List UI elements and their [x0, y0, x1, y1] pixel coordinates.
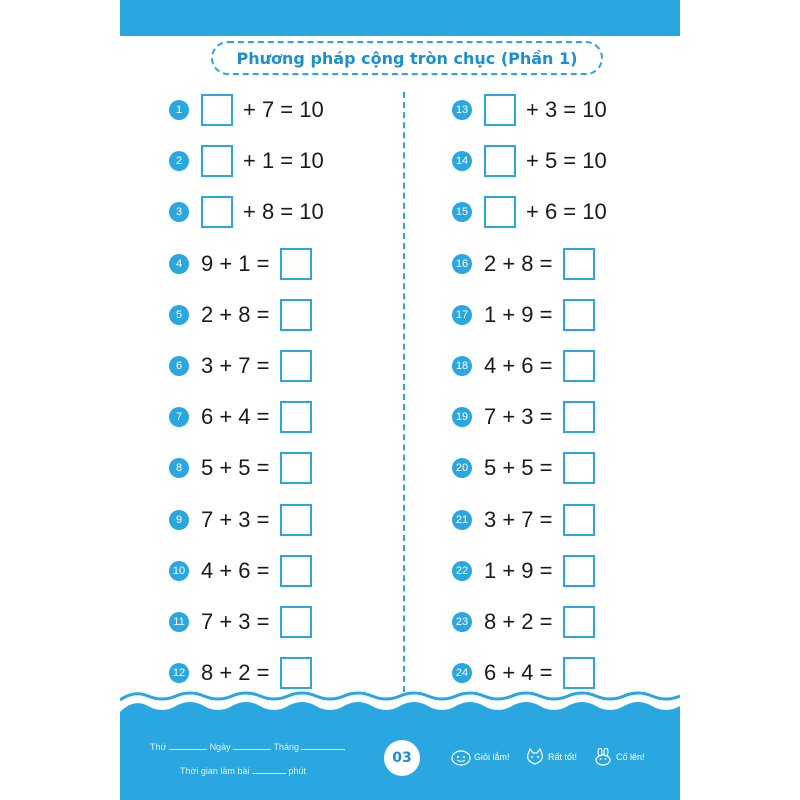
praise-label: Cố lên!: [616, 752, 645, 762]
problem-number-badge: 6: [169, 356, 189, 376]
problem-number-badge: 24: [452, 663, 472, 683]
problem-row: [452, 93, 607, 127]
answer-box[interactable]: [280, 401, 312, 433]
problem-row: [169, 554, 312, 588]
date-blank[interactable]: [233, 741, 271, 750]
answer-box[interactable]: [563, 401, 595, 433]
day-blank[interactable]: [169, 741, 207, 750]
problem-number-badge: 14: [452, 151, 472, 171]
problem-number-badge: 1: [169, 100, 189, 120]
problem-expression: 3 + 7 =: [201, 353, 270, 378]
problem-number-badge: 12: [169, 663, 189, 683]
problem-number-badge: 23: [452, 612, 472, 632]
title-box: [211, 41, 603, 75]
problem-expression: + 3 = 10: [526, 97, 607, 122]
problem-expression: 3 + 7 =: [484, 506, 553, 532]
problem-expression: 4 + 6 =: [484, 353, 553, 378]
problem-number-badge: 10: [169, 561, 189, 581]
answer-box[interactable]: [563, 350, 595, 382]
bunny-face-icon: [592, 748, 614, 766]
problem-row: [452, 503, 595, 537]
problem-row: [452, 349, 595, 383]
answer-box[interactable]: [280, 555, 312, 587]
problem-row: [169, 247, 312, 281]
problem-expression: + 6 = 10: [526, 199, 607, 225]
time-label: Thời gian làm bài: [180, 766, 250, 776]
answer-box[interactable]: [280, 657, 312, 689]
answer-box[interactable]: [563, 299, 595, 331]
date-label: Ngày: [209, 742, 231, 752]
problem-row: [452, 656, 595, 690]
page-number: 03: [384, 740, 420, 776]
praise-rat-tot: [524, 748, 577, 766]
problem-row: [169, 656, 312, 690]
problem-row: [452, 605, 595, 639]
answer-box[interactable]: [484, 94, 516, 126]
problem-number-badge: 13: [452, 100, 472, 120]
answer-box[interactable]: [280, 248, 312, 280]
problem-number-badge: 16: [452, 254, 472, 274]
praise-label: Rất tốt!: [548, 752, 578, 762]
problem-row: [169, 93, 324, 127]
problem-row: [452, 144, 607, 178]
problem-number-badge: 2: [169, 151, 189, 171]
problem-expression: 4 + 6 =: [201, 557, 270, 583]
answer-box[interactable]: [280, 299, 312, 331]
answer-box[interactable]: [280, 504, 312, 536]
problem-row: [452, 554, 595, 588]
problem-number-badge: 9: [169, 510, 189, 530]
time-blank[interactable]: [252, 765, 286, 774]
problem-number-badge: 20: [452, 458, 472, 478]
problem-expression: + 7 = 10: [243, 97, 324, 122]
problem-expression: 2 + 8 =: [201, 301, 270, 327]
answer-box[interactable]: [563, 248, 595, 280]
date-line: [150, 741, 345, 752]
page-title: Phương pháp cộng tròn chục (Phần 1): [236, 48, 578, 68]
problem-expression: + 8 = 10: [243, 199, 324, 225]
problem-expression: 9 + 1 =: [201, 250, 270, 276]
column-divider: [403, 92, 405, 692]
answer-box[interactable]: [484, 145, 516, 177]
answer-box[interactable]: [280, 606, 312, 638]
problem-number-badge: 15: [452, 202, 472, 222]
month-label: Tháng: [273, 742, 299, 752]
problem-number-badge: 18: [452, 356, 472, 376]
day-label: Thứ: [150, 742, 167, 752]
answer-box[interactable]: [563, 504, 595, 536]
month-blank[interactable]: [301, 741, 345, 750]
answer-box[interactable]: [563, 555, 595, 587]
time-line: [180, 765, 306, 776]
problem-row: [169, 605, 312, 639]
problem-number-badge: 22: [452, 561, 472, 581]
problem-expression: 7 + 3 =: [484, 404, 553, 430]
worksheet-page: [120, 0, 680, 800]
problem-expression: 8 + 2 =: [201, 660, 270, 686]
answer-box[interactable]: [280, 350, 312, 382]
problem-row: [169, 195, 324, 229]
problem-expression: 8 + 2 =: [484, 609, 553, 634]
problem-expression: 1 + 9 =: [484, 301, 553, 327]
problem-row: [169, 451, 312, 485]
answer-box[interactable]: [201, 94, 233, 126]
problem-expression: 6 + 4 =: [484, 660, 553, 686]
problem-row: [169, 144, 324, 178]
problem-row: [452, 195, 607, 229]
problem-number-badge: 11: [169, 612, 189, 632]
problem-number-badge: 19: [452, 407, 472, 427]
answer-box[interactable]: [201, 196, 233, 228]
problem-expression: 5 + 5 =: [484, 455, 553, 481]
top-band: [120, 0, 680, 36]
praise-co-len: [592, 748, 645, 766]
problem-row: [452, 247, 595, 281]
problem-row: [169, 298, 312, 332]
minute-label: phút: [288, 766, 306, 776]
answer-box[interactable]: [280, 452, 312, 484]
problem-number-badge: 4: [169, 254, 189, 274]
problem-expression: 1 + 9 =: [484, 557, 553, 583]
praise-label: Giỏi lắm!: [474, 752, 510, 762]
problem-expression: 7 + 3 =: [201, 609, 270, 634]
problem-row: [452, 298, 595, 332]
problem-expression: 7 + 3 =: [201, 506, 270, 532]
problem-expression: + 1 = 10: [243, 148, 324, 174]
answer-box[interactable]: [563, 606, 595, 638]
problem-number-badge: 8: [169, 458, 189, 478]
problem-expression: 2 + 8 =: [484, 250, 553, 276]
problem-expression: 5 + 5 =: [201, 455, 270, 481]
praise-gioi-lam: [450, 748, 510, 766]
problem-number-badge: 5: [169, 305, 189, 325]
problem-expression: 6 + 4 =: [201, 404, 270, 430]
answer-box[interactable]: [563, 657, 595, 689]
cat-face-icon: [524, 748, 546, 766]
problem-number-badge: 3: [169, 202, 189, 222]
problem-number-badge: 21: [452, 510, 472, 530]
problem-row: [169, 349, 312, 383]
answer-box[interactable]: [563, 452, 595, 484]
answer-box[interactable]: [201, 145, 233, 177]
problem-row: [169, 400, 312, 434]
problem-expression: + 5 = 10: [526, 148, 607, 174]
problem-number-badge: 17: [452, 305, 472, 325]
happy-face-icon: [450, 748, 472, 766]
problem-row: [452, 400, 595, 434]
answer-box[interactable]: [484, 196, 516, 228]
problem-row: [169, 503, 312, 537]
problem-number-badge: 7: [169, 407, 189, 427]
problem-row: [452, 451, 595, 485]
